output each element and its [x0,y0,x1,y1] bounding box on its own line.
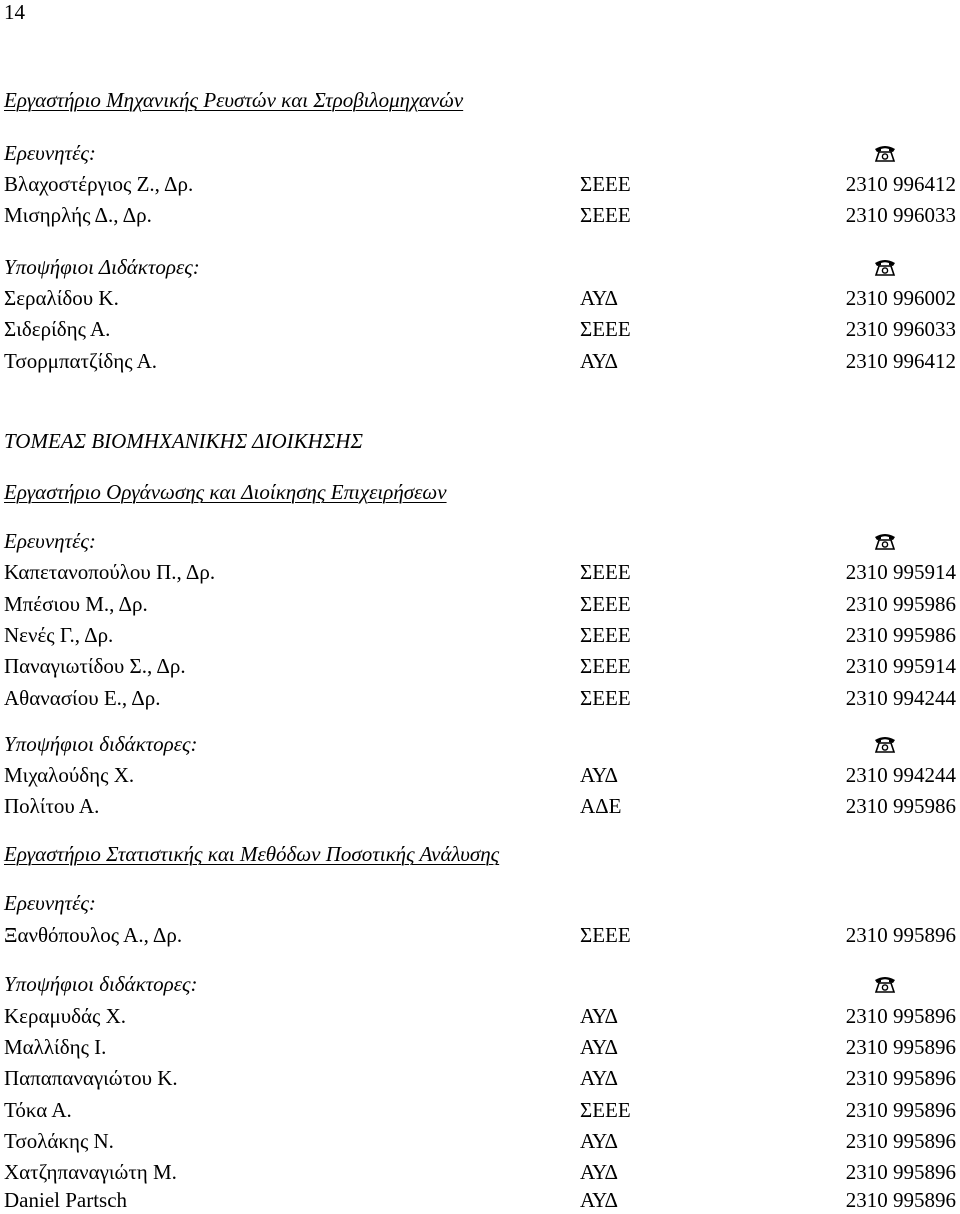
phone-number: 2310 995896 [845,1129,956,1153]
telephone-icon [872,531,898,551]
person-name: Daniel Partsch [4,1188,128,1212]
page-number: 14 [4,0,25,24]
researchers-header [4,139,956,167]
telephone-icon [872,257,898,277]
candidates-header [4,730,956,758]
phone-number: 2310 995896 [845,923,956,947]
researcher-row [4,201,956,229]
researcher-row [4,652,956,680]
person-name: Τσορμπατζίδης Α. [4,349,158,373]
position-code: ΣΕΕΕ [580,203,631,227]
person-name: Μπέσιου Μ., Δρ. [4,592,148,616]
researchers-label: Ερευνητές: [4,891,96,915]
position-code: ΑΥΔ [580,1188,619,1212]
phone-number: 2310 996412 [845,172,956,196]
phone-number: 2310 995896 [845,1004,956,1028]
person-name: Αθανασίου Ε., Δρ. [4,686,161,710]
candidate-row [4,1127,956,1155]
candidates-header [4,253,956,281]
phone-number: 2310 996412 [845,349,956,373]
phone-number: 2310 995896 [845,1035,956,1059]
position-code: ΣΕΕΕ [580,923,631,947]
researcher-row [4,684,956,712]
person-name: Μιχαλούδης Χ. [4,763,135,787]
person-name: Τόκα Α. [4,1098,72,1122]
position-code: ΣΕΕΕ [580,1098,631,1122]
phone-number: 2310 996033 [845,203,956,227]
person-name: Χατζηπαναγιώτη Μ. [4,1160,177,1184]
telephone-icon [872,143,898,163]
person-name: Κεραμυδάς Χ. [4,1004,127,1028]
phone-number: 2310 995986 [845,794,956,818]
position-code: ΑΥΔ [580,349,619,373]
phone-number: 2310 995896 [845,1188,956,1212]
telephone-icon [872,734,898,754]
position-code: ΣΕΕΕ [580,686,631,710]
person-name: Καπετανοπούλου Π., Δρ. [4,560,216,584]
researchers-header [4,889,956,917]
position-code: ΑΥΔ [580,1160,619,1184]
researcher-row [4,621,956,649]
department-title: ΤΟΜΕΑΣ ΒΙΟΜΗΧΑΝΙΚΗΣ ΔΙΟΙΚΗΣΗΣ [4,429,363,453]
candidate-row [4,347,956,375]
position-code: ΣΕΕΕ [580,623,631,647]
candidate-row [4,1158,956,1186]
phone-number: 2310 995986 [845,623,956,647]
position-code: ΑΥΔ [580,286,619,310]
telephone-icon [872,974,898,994]
candidate-row [4,1186,956,1214]
researcher-row [4,590,956,618]
phone-number: 2310 994244 [845,763,956,787]
person-name: Πολίτου Α. [4,794,100,818]
candidate-row [4,1002,956,1030]
person-name: Τσολάκης Ν. [4,1129,114,1153]
person-name: Μισηρλής Δ., Δρ. [4,203,152,227]
candidate-row [4,1064,956,1092]
researcher-row [4,921,956,949]
position-code: ΑΥΔ [580,763,619,787]
position-code: ΣΕΕΕ [580,560,631,584]
phone-number: 2310 996033 [845,317,956,341]
position-code: ΑΥΔ [580,1066,619,1090]
candidate-row [4,792,956,820]
position-code: ΑΥΔ [580,1035,619,1059]
candidate-row [4,761,956,789]
person-name: Βλαχοστέργιος Ζ., Δρ. [4,172,194,196]
phone-number: 2310 995914 [845,560,956,584]
position-code: ΣΕΕΕ [580,172,631,196]
position-code: ΣΕΕΕ [580,592,631,616]
researchers-label: Ερευνητές: [4,529,96,553]
lab-title-statistics: Εργαστήριο Στατιστικής και Μεθόδων Ποσοτικής Ανάλυσης [4,842,500,866]
person-name: Παναγιωτίδου Σ., Δρ. [4,654,186,678]
phone-number: 2310 995986 [845,592,956,616]
candidate-row [4,1096,956,1124]
position-code: ΑΥΔ [580,1129,619,1153]
researchers-label: Ερευνητές: [4,141,96,165]
person-name: Μαλλίδης Ι. [4,1035,107,1059]
person-name: Ξανθόπουλος Α., Δρ. [4,923,183,947]
researcher-row [4,170,956,198]
phone-number: 2310 994244 [845,686,956,710]
candidates-label: Υποψήφιοι Διδάκτορες: [4,255,200,279]
position-code: ΣΕΕΕ [580,654,631,678]
lab-title-business-management: Εργαστήριο Οργάνωσης και Διοίκησης Επιχειρήσεων [4,480,447,504]
candidate-row [4,315,956,343]
candidate-row [4,1033,956,1061]
lab-title-fluid-mechanics: Εργαστήριο Μηχανικής Ρευστών και Στροβιλομηχανών [4,88,464,112]
phone-number: 2310 996002 [845,286,956,310]
phone-number: 2310 995914 [845,654,956,678]
phone-number: 2310 995896 [845,1066,956,1090]
researcher-row [4,558,956,586]
candidates-label: Υποψήφιοι διδάκτορες: [4,972,198,996]
researchers-header [4,527,956,555]
person-name: Σιδερίδης Α. [4,317,111,341]
phone-number: 2310 995896 [845,1160,956,1184]
person-name: Νενές Γ., Δρ. [4,623,114,647]
candidates-label: Υποψήφιοι διδάκτορες: [4,732,198,756]
person-name: Σεραλίδου Κ. [4,286,119,310]
candidates-header [4,970,956,998]
person-name: Παπαπαναγιώτου Κ. [4,1066,178,1090]
phone-number: 2310 995896 [845,1098,956,1122]
candidate-row [4,284,956,312]
position-code: ΑΥΔ [580,1004,619,1028]
position-code: ΣΕΕΕ [580,317,631,341]
position-code: ΑΔΕ [580,794,622,818]
